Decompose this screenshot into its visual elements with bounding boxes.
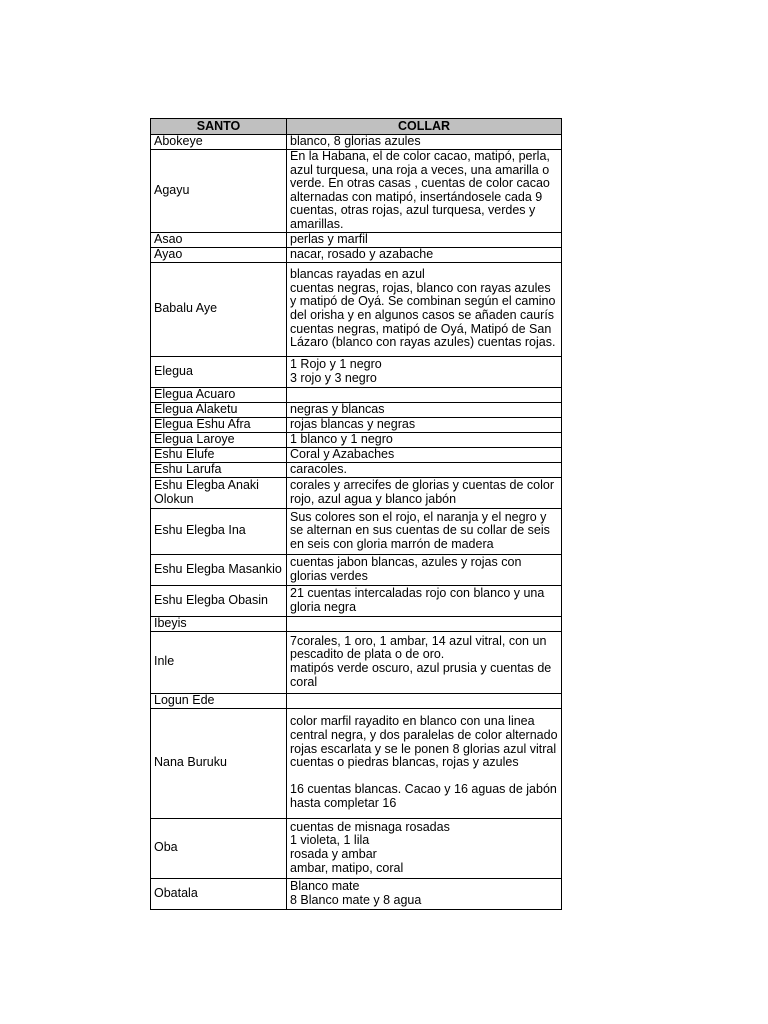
table-row [151, 477, 562, 508]
collar-cell: corales y arrecifes de glorias y cuentas de color rojo, azul agua y blanco jabón [287, 477, 562, 508]
collar-cell: cuentas de misnaga rosadas 1 violeta, 1 lila rosada y ambar ambar, matipo, coral [287, 818, 562, 878]
collar-cell: Sus colores son el rojo, el naranja y el negro y se alternan en sus cuentas de su collar de seis en seis con gloria marrón de madera [287, 508, 562, 554]
table-row [151, 262, 562, 356]
table-row [151, 878, 562, 909]
table-row [151, 135, 562, 150]
table-row [151, 447, 562, 462]
santo-cell: Agayu [151, 150, 287, 233]
santo-cell: Eshu Elegba Ina [151, 508, 287, 554]
collar-cell: color marfil rayadito en blanco con una linea central negra, y dos paralelas de color alternado rojas escarlata y se le ponen 8 glorias azul vitral cuentas o piedras blancas, rojas y azules 16 cuentas blancas. Cacao y 16 aguas de jabón hasta completar 16 [287, 708, 562, 818]
santo-cell: Eshu Elufe [151, 447, 287, 462]
collar-cell: 1 Rojo y 1 negro 3 rojo y 3 negro [287, 356, 562, 387]
table-row [151, 402, 562, 417]
santo-cell: Obatala [151, 878, 287, 909]
santo-collar-table [150, 118, 562, 910]
collar-cell: caracoles. [287, 462, 562, 477]
collar-cell: rojas blancas y negras [287, 417, 562, 432]
collar-cell: Coral y Azabaches [287, 447, 562, 462]
table-row [151, 693, 562, 708]
santo-cell: Eshu Elegba Obasin [151, 585, 287, 616]
collar-cell [287, 387, 562, 402]
header-santo: SANTO [151, 119, 287, 135]
santo-cell: Ibeyis [151, 616, 287, 631]
table-row [151, 356, 562, 387]
table-row [151, 708, 562, 818]
table-row [151, 631, 562, 693]
santo-cell: Elegua Eshu Afra [151, 417, 287, 432]
collar-cell: cuentas jabon blancas, azules y rojas con glorias verdes [287, 554, 562, 585]
santo-cell: Oba [151, 818, 287, 878]
collar-cell: negras y blancas [287, 402, 562, 417]
table-row [151, 818, 562, 878]
santo-cell: Logun Ede [151, 693, 287, 708]
santo-cell: Ayao [151, 247, 287, 262]
collar-cell: 1 blanco y 1 negro [287, 432, 562, 447]
header-row [151, 119, 562, 135]
table-row [151, 616, 562, 631]
table-row [151, 387, 562, 402]
table-row [151, 585, 562, 616]
santo-cell: Abokeye [151, 135, 287, 150]
table-row [151, 247, 562, 262]
santo-cell: Eshu Elegba Anaki Olokun [151, 477, 287, 508]
santo-cell: Elegua [151, 356, 287, 387]
table-row [151, 554, 562, 585]
table-row [151, 462, 562, 477]
santo-cell: Nana Buruku [151, 708, 287, 818]
santo-cell: Asao [151, 232, 287, 247]
santo-cell: Elegua Acuaro [151, 387, 287, 402]
collar-cell: blanco, 8 glorias azules [287, 135, 562, 150]
santo-cell: Eshu Elegba Masankio [151, 554, 287, 585]
collar-cell: 7corales, 1 oro, 1 ambar, 14 azul vitral, con un pescadito de plata o de oro. matipós verde oscuro, azul prusia y cuentas de coral [287, 631, 562, 693]
table-row [151, 432, 562, 447]
collar-cell: Blanco mate 8 Blanco mate y 8 agua [287, 878, 562, 909]
table-row [151, 417, 562, 432]
table-row [151, 232, 562, 247]
collar-cell: blancas rayadas en azul cuentas negras, rojas, blanco con rayas azules y matipó de Oyá. Se combinan según el camino del orisha y en algunos casos se añaden caurís cuentas negras, matipó de Oyá, Matipó de San Lázaro (blanco con rayas azules) cuentas rojas. [287, 262, 562, 356]
table-row [151, 508, 562, 554]
header-collar: COLLAR [287, 119, 562, 135]
santo-cell: Eshu Larufa [151, 462, 287, 477]
santo-cell: Elegua Laroye [151, 432, 287, 447]
santo-cell: Inle [151, 631, 287, 693]
collar-cell [287, 693, 562, 708]
collar-cell: perlas y marfil [287, 232, 562, 247]
collar-cell: nacar, rosado y azabache [287, 247, 562, 262]
collar-cell [287, 616, 562, 631]
table-body [151, 135, 562, 910]
collar-cell: En la Habana, el de color cacao, matipó, perla, azul turquesa, una roja a veces, una amarilla o verde. En otras casas , cuentas de color cacao alternadas con matipó, insertándosele cada 9 cuentas, otras rojas, azul turquesa, verdes y amarillas. [287, 150, 562, 233]
santo-cell: Elegua Alaketu [151, 402, 287, 417]
collar-cell: 21 cuentas intercaladas rojo con blanco y una gloria negra [287, 585, 562, 616]
table-row [151, 150, 562, 233]
santo-cell: Babalu Aye [151, 262, 287, 356]
